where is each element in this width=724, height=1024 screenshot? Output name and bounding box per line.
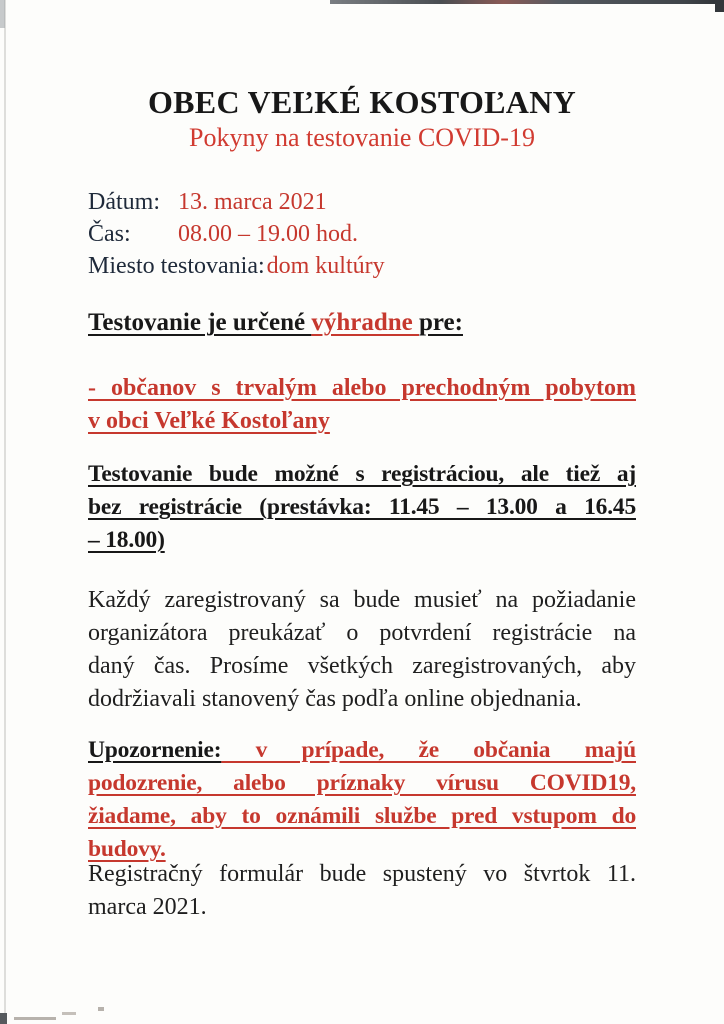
- test-info-block: [88, 186, 636, 282]
- scan-artifact-top-right-notch: [715, 0, 724, 12]
- warning-block: [88, 734, 636, 866]
- paragraph-form-launch: [88, 858, 636, 924]
- heading-registration-line: bez registrácie (prestávka: 11.45 – 13.00 a 16.45: [88, 494, 636, 520]
- scan-artifact-bottom-left-dash: [14, 1017, 56, 1020]
- date-value: 13. marca 2021: [178, 189, 327, 215]
- time-label: Čas:: [88, 221, 131, 247]
- info-row-date: [88, 186, 636, 218]
- warning-line: budovy.: [88, 836, 166, 862]
- paragraph-registration-line: dodržiavali stanovený čas podľa online objednania.: [88, 686, 582, 712]
- paragraph-form-line: Registračný formulár bude spustený vo štvrtok 11.: [88, 861, 636, 887]
- warning-label: Upozornenie:: [88, 737, 222, 763]
- eligibility-line: - občanov s trvalým alebo prechodným pobytom: [88, 375, 636, 401]
- heading-registration-line: – 18.00): [88, 527, 165, 553]
- date-label: Dátum:: [88, 189, 160, 215]
- place-value: dom kultúry: [266, 253, 385, 279]
- document-subtitle: Pokyny na testovanie COVID-19: [189, 123, 535, 152]
- warning-line: podozrenie, alebo príznaky vírusu COVID19,: [88, 770, 636, 796]
- info-row-place: [88, 250, 636, 282]
- scan-artifact-top-edge: [330, 0, 724, 4]
- paragraph-form-line: marca 2021.: [88, 894, 207, 920]
- eligibility-item: [88, 372, 636, 438]
- info-row-time: [88, 218, 636, 250]
- heading-eligibility-part1: Testovanie je určené: [88, 309, 312, 336]
- document-title: OBEC VEĽKÉ KOSTOĽANY: [147, 84, 577, 120]
- heading-eligibility-highlight: výhradne: [311, 309, 419, 336]
- time-value: 08.00 – 19.00 hod.: [178, 221, 358, 247]
- warning-line: žiadame, aby to oznámili službe pred vstupom do: [88, 803, 636, 829]
- scan-artifact-bottom-left-dot: [0, 1013, 7, 1024]
- scan-artifact-left-edge-line: [4, 0, 6, 1024]
- paragraph-registration: [88, 584, 636, 716]
- heading-eligibility-part2: pre:: [419, 309, 463, 336]
- heading-registration: [88, 458, 636, 557]
- heading-eligibility: [88, 306, 636, 339]
- scan-artifact-bottom-left-tick: [98, 1007, 104, 1011]
- eligibility-line: v obci Veľké Kostoľany: [88, 408, 330, 434]
- warning-line1-text: v prípade, že občania majú: [221, 737, 636, 763]
- place-label: Miesto testovania:: [88, 253, 265, 279]
- paragraph-registration-line: Každý zaregistrovaný sa bude musieť na požiadanie: [88, 587, 636, 613]
- warning-line: [88, 734, 636, 767]
- paragraph-registration-line: daný čas. Prosíme všetkých zaregistrovaných, aby: [88, 653, 636, 679]
- paragraph-registration-line: organizátora preukázať o potvrdení registrácie na: [88, 620, 636, 646]
- heading-registration-line: Testovanie bude možné s registráciou, ale tiež aj: [88, 461, 636, 487]
- scan-artifact-top-left-dash: [0, 0, 5, 28]
- scan-artifact-bottom-left-dash: [62, 1012, 76, 1015]
